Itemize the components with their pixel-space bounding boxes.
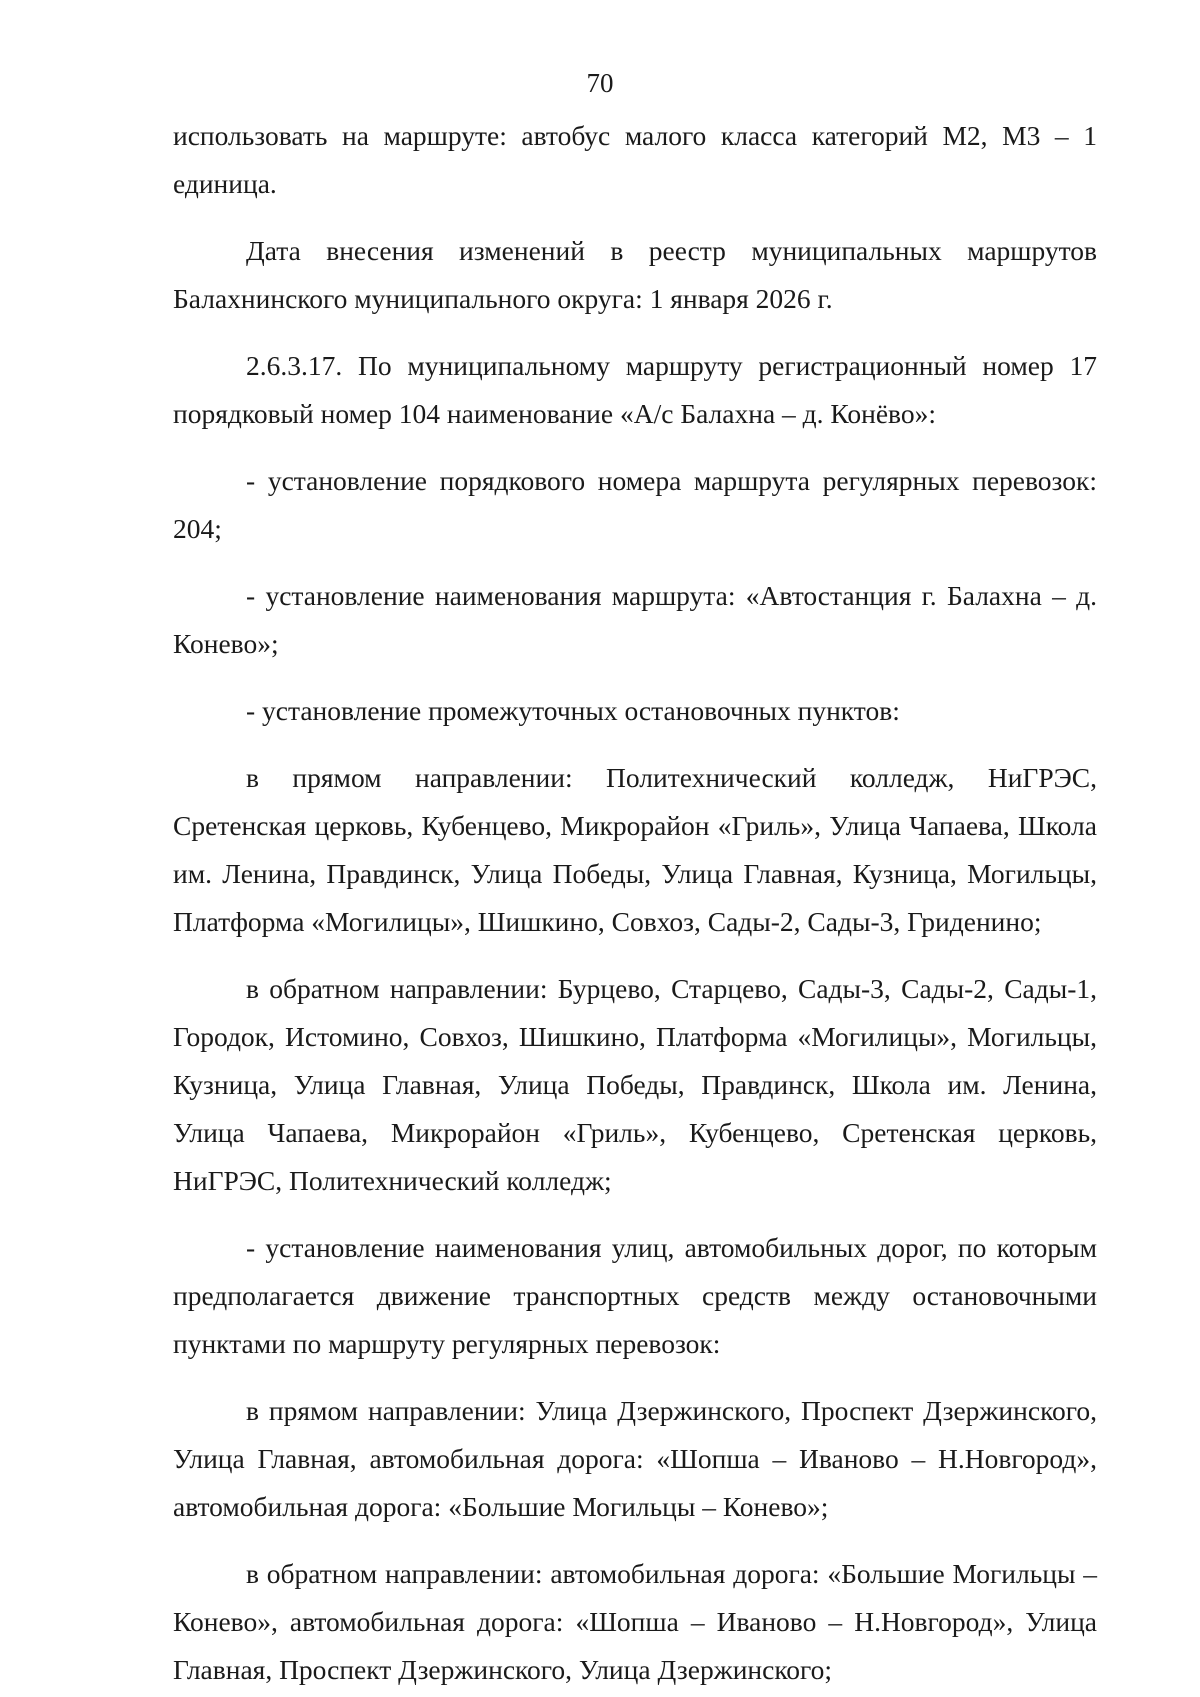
paragraph-stops-heading: - установление промежуточных остановочных пунктов: <box>246 695 900 726</box>
paragraph-streets-backward: в обратном направлении: автомобильная дорога: «Большие Могильцы – Конево», автомобильная дорога: «Шопша – Иваново – Н.Новгород», Улица Главная, Проспект Дзержинского, Улица Дзержинского; <box>173 1558 1097 1685</box>
paragraph-stops-backward: в обратном направлении: Бурцево, Старцево, Сады-3, Сады-2, Сады-1, Городок, Истомино, Совхоз, Шишкино, Платформа «Могилицы», Могильцы, Кузница, Улица Главная, Улица Победы, Правдинск, Школа им. Ленина, Улица Чапаева, Микрорайон «Гриль», Кубенцево, Сретенская церковь, НиГРЭС, Политехнический колледж; <box>173 973 1097 1196</box>
paragraph-vehicle-class: использовать на маршруте: автобус малого класса категорий М2, М3 – 1 единица. <box>173 120 1097 199</box>
paragraph-streets-heading: - установление наименования улиц, автомобильных дорог, по которым предполагается движение транспортных средств между остановочными пунктами по маршруту регулярных перевозок: <box>173 1232 1097 1359</box>
paragraph-registry-date: Дата внесения изменений в реестр муниципальных маршрутов Балахнинского муниципального округа: 1 января 2026 г. <box>173 235 1097 314</box>
paragraph-route-name: - установление наименования маршрута: «Автостанция г. Балахна – д. Конево»; <box>173 580 1097 659</box>
paragraph-stops-forward: в прямом направлении: Политехнический колледж, НиГРЭС, Сретенская церковь, Кубенцево, Микрорайон «Гриль», Улица Чапаева, Школа им. Ленина, Правдинск, Улица Победы, Улица Главная, Кузница, Могильцы, Платформа «Могилицы», Шишкино, Совхоз, Сады-2, Сады-3, Гриденино; <box>173 762 1097 937</box>
paragraph-streets-forward: в прямом направлении: Улица Дзержинского, Проспект Дзержинского, Улица Главная, автомобильная дорога: «Шопша – Иваново – Н.Новгород», автомобильная дорога: «Большие Могильцы – Конево»; <box>173 1395 1097 1522</box>
document-body <box>173 112 1097 1694</box>
paragraph-route-header: 2.6.3.17. По муниципальному маршруту регистрационный номер 17 порядковый номер 104 наименование «А/с Балахна – д. Конёво»: <box>173 350 1097 429</box>
paragraph-route-number: - установление порядкового номера маршрута регулярных перевозок: 204; <box>173 465 1097 544</box>
page-number: 70 <box>586 68 614 98</box>
